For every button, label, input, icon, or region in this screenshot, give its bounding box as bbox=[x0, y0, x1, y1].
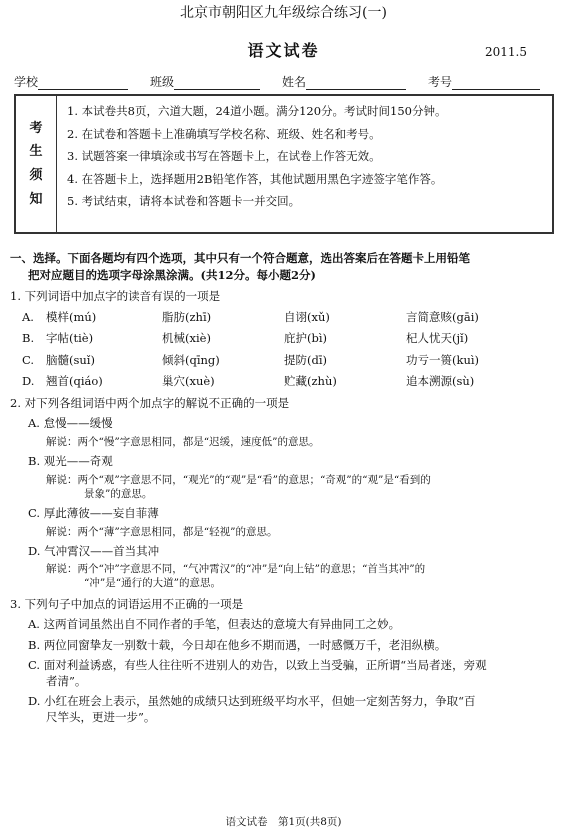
page-footer: 语文试卷 第1页(共8页) bbox=[225, 815, 342, 828]
notice-heading: 考 生 须 知 bbox=[16, 96, 57, 232]
option-a: A. 怠慢——缓慢 bbox=[28, 416, 113, 431]
option-b: B. 观光——奇观 bbox=[28, 454, 113, 469]
name-label: 姓名 bbox=[282, 75, 307, 89]
class-blank bbox=[174, 76, 260, 90]
explanation: 解说：两个“慢”字意思相同，都是“迟缓，速度低”的意思。 bbox=[46, 435, 320, 448]
name-blank bbox=[306, 76, 406, 90]
notice-item: 4. 在答题卡上，选择题用2B铅笔作答，其他试题用黑色字迹签字笔作答。 bbox=[67, 171, 443, 186]
question-1 bbox=[10, 289, 558, 390]
option-a: A. 这两首词虽然出自不同作者的手笔，但表达的意境大有异曲同工之妙。 bbox=[28, 617, 401, 632]
option-b: B. 两位同窗挚友一别数十载，今日却在他乡不期而遇，一时感慨万千，老泪纵横。 bbox=[28, 637, 447, 652]
question-stem: 2. 对下列各组词语中两个加点字的解说不正确的一项是 bbox=[10, 395, 290, 410]
candidate-notice-box bbox=[14, 94, 554, 234]
explanation: 解说：两个“观”字意思不同，“观光”的“观”是“看”的意思；“奇观”的“观”是“看到的 景象”的意思。 bbox=[46, 473, 431, 500]
school-label: 学校 bbox=[14, 75, 39, 89]
notice-item: 2. 在试卷和答题卡上准确填写学校名称、班级、姓名和考号。 bbox=[67, 126, 381, 141]
exam-date: 2011.5 bbox=[485, 45, 527, 59]
notice-item: 1. 本试卷共8页，六道大题，24道小题。满分120分。考试时间150分钟。 bbox=[67, 104, 447, 118]
exam-no-label: 考号 bbox=[428, 75, 453, 89]
exam-content bbox=[10, 250, 558, 725]
explanation: 解说：两个“薄”字意思相同，都是“轻视”的意思。 bbox=[46, 525, 278, 538]
explanation: 解说：两个“冲”字意思不同，“气冲霄汉”的“冲”是“向上钻”的意思；“首当其冲”的 “冲”是“通行的大道”的意思。 bbox=[46, 563, 426, 590]
question-1-options: A. 模样(mú) 脂肪(zhī) 自诩(xǔ) 言简意赅(gāi) B. 字帖(tiè) 机械(xiè) 庇护(bì) 杞人忧天(jǐ) C. 脑髓(suǐ) 倾斜(qīng) 提防(dī) 功亏一篑(kuì) D. 翘首(qiáo) 巢穴(xuè) 贮藏(zhù) 追本溯源(sù) bbox=[22, 309, 480, 389]
exam-no-blank bbox=[452, 76, 540, 90]
school-blank bbox=[38, 76, 128, 90]
notice-item: 5. 考试结束，请将本试卷和答题卡一并交回。 bbox=[67, 194, 301, 209]
question-2 bbox=[10, 396, 558, 591]
question-stem: 3. 下列句子中加点的词语运用不正确的一项是 bbox=[10, 596, 244, 611]
notice-items bbox=[57, 96, 552, 232]
notice-item: 3. 试题答案一律填涂或书写在答题卡上，在试卷上作答无效。 bbox=[67, 149, 381, 164]
option-c: C. 厚此薄彼——妄自菲薄 bbox=[28, 505, 159, 520]
paper-title: 语文试卷 bbox=[247, 41, 320, 60]
class-label: 班级 bbox=[150, 75, 175, 89]
option-c: C. 面对利益诱惑，有些人往往听不进别人的劝告，以致上当受骗，正所谓“当局者迷，旁观 者清”。 bbox=[28, 658, 487, 688]
section-heading: 一、选择。下面各题均有四个选项，其中只有一个符合题意，选出答案后在答题卡上用铅笔 把对应题目的选项字母涂黑涂满。(共12分。每小题2分) bbox=[10, 251, 470, 282]
question-3 bbox=[10, 597, 558, 726]
student-info-line bbox=[14, 74, 553, 90]
option-d: D. 气冲霄汉——首当其冲 bbox=[28, 543, 160, 558]
option-d: D. 小红在班会上表示，虽然她的成绩只达到班级平均水平，但她一定刻苦努力，争取“百 尺竿头，更进一步”。 bbox=[28, 694, 476, 724]
exam-region-title: 北京市朝阳区九年级综合练习(一) bbox=[180, 5, 387, 21]
question-stem: 1. 下列词语中加点字的读音有误的一项是 bbox=[10, 289, 221, 304]
